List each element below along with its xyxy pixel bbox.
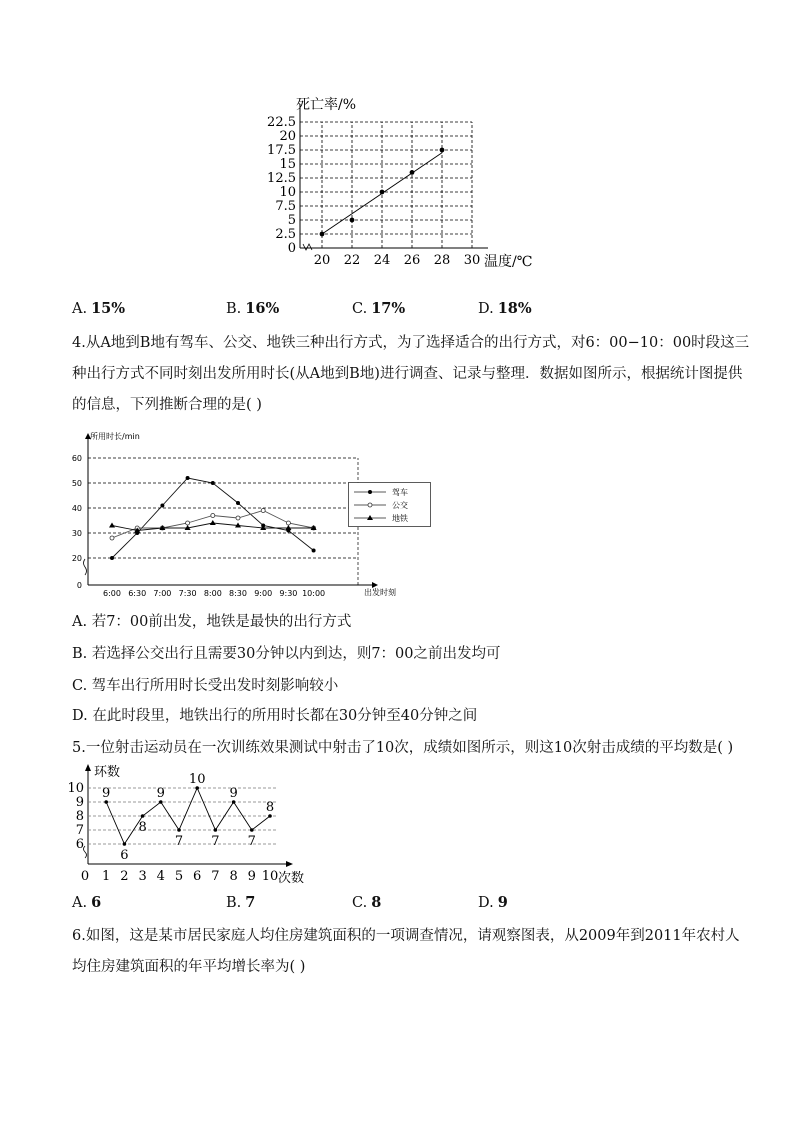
q4-stem-line2: 种出行方式不同时刻出发所用时长(从A地到B地)进行调查、记录与整理．数据如图所示，根据统计图提供: [72, 366, 743, 382]
option-value: 17%: [371, 300, 406, 317]
option-value: 15%: [91, 300, 126, 317]
y-tick-label: 20: [279, 129, 296, 144]
q4-option-c[interactable]: C. 驾车出行所用时长受出发时刻影响较小: [72, 678, 339, 694]
series-point: [312, 549, 316, 553]
x-tick-label: 8: [229, 869, 238, 884]
chart-shooting-scores: [60, 760, 320, 886]
series-point: [211, 514, 215, 518]
chart1-xlabel: 温度/℃: [484, 254, 533, 270]
y-tick-label: 15: [279, 157, 296, 172]
x-axis-arrow: [286, 861, 293, 867]
q4-option-d[interactable]: D. 在此时段里，地铁出行的所用时长都在30分钟至40分钟之间: [72, 708, 478, 724]
x-tick-label: 5: [174, 869, 184, 884]
y-tick-label: 22.5: [267, 115, 296, 130]
y-tick-label: 7.5: [275, 199, 296, 214]
q5-option-d[interactable]: [478, 894, 508, 911]
x-tick-label: 28: [433, 253, 451, 268]
series-point: [109, 523, 115, 528]
series-point: [210, 520, 216, 525]
data-point: [350, 218, 355, 223]
x-tick-label: 6:00: [103, 589, 121, 598]
q3-option-d[interactable]: [478, 300, 532, 317]
chart3-ylabel: 环数: [94, 765, 121, 780]
option-letter: B.: [226, 301, 242, 317]
x-tick-label: 2: [120, 869, 129, 884]
y-tick-label: 10: [279, 185, 296, 200]
x-tick-label: 7:30: [178, 589, 197, 598]
option-value: 16%: [245, 300, 280, 317]
series-point: [186, 476, 190, 480]
q5-option-c[interactable]: [352, 894, 381, 911]
option-letter: A.: [72, 301, 88, 317]
series-point: [110, 536, 114, 540]
score-point: [214, 828, 218, 832]
q4-stem-line1: 4.从A地到B地有驾车、公交、地铁三种出行方式，为了选择适合的出行方式，对6：00−10：00时段这三: [72, 335, 750, 351]
y-tick-label: 60: [71, 454, 82, 463]
y-tick-label: 12.5: [267, 171, 296, 186]
legend-label: 驾车: [392, 488, 408, 497]
score-data-label: 9: [102, 786, 111, 801]
q5-option-a[interactable]: [72, 894, 101, 911]
option-letter: C.: [352, 895, 368, 911]
chart-death-rate: [250, 90, 550, 280]
legend-label: 地铁: [392, 514, 408, 523]
series-point: [286, 521, 290, 525]
x-tick-label: 9:00: [254, 589, 273, 598]
legend-marker: [368, 490, 372, 494]
y-tick-label: 17.5: [267, 143, 296, 158]
chart2-ylabel: 所用时长/min: [90, 432, 140, 441]
score-data-label: 9: [156, 786, 165, 801]
series-point: [110, 556, 114, 560]
x-tick-label: 6: [193, 869, 202, 884]
q6-stem-line1: 6.如图，这是某市居民家庭人均住房建筑面积的一项调查情况，请观察图表，从2009年到2011年农村人: [72, 928, 740, 944]
series-point: [160, 504, 164, 508]
option-value: 6: [91, 894, 102, 911]
x-tick-label: 10: [261, 869, 279, 884]
score-data-label: 8: [265, 800, 275, 815]
data-point: [410, 170, 415, 175]
series-point: [285, 525, 291, 530]
x-tick-label: 20: [313, 253, 331, 268]
x-tick-label: 1: [102, 869, 111, 884]
score-data-label: 10: [188, 772, 206, 787]
axis-break-mark: [84, 559, 87, 575]
data-point: [440, 148, 445, 153]
x-tick-label: 7: [211, 869, 220, 884]
option-letter: D.: [478, 895, 494, 911]
series-line-1: [112, 478, 314, 558]
axis-break-mark: [303, 244, 312, 250]
y-tick-label: 0: [287, 241, 296, 256]
option-value: 7: [245, 894, 256, 911]
x-tick-label: 8:30: [229, 589, 247, 598]
score-data-label: 8: [138, 820, 147, 835]
x-tick-label: 8:00: [203, 589, 222, 598]
x-tick-label: 4: [156, 869, 165, 884]
x-tick-label: 7:00: [153, 589, 172, 598]
series-point: [211, 481, 215, 485]
series-point: [186, 521, 190, 525]
option-letter: A.: [72, 895, 88, 911]
chart3-xlabel: 次数: [278, 871, 305, 886]
option-value: 18%: [497, 300, 532, 317]
data-point: [380, 190, 385, 195]
x-tick-label: 22: [343, 253, 361, 268]
q4-option-a[interactable]: A. 若7：00前出发，地铁是最快的出行方式: [72, 614, 352, 630]
q4-option-b[interactable]: B. 若选择公交出行且需要30分钟以内到达，则7：00之前出发均可: [72, 646, 501, 662]
series-point: [261, 509, 265, 513]
y-tick-label: 20: [71, 554, 82, 563]
series-point: [236, 501, 240, 505]
score-point: [141, 814, 145, 818]
y-tick-label: 0: [76, 581, 82, 590]
option-value: 9: [497, 894, 508, 911]
chart2-xlabel: 出发时刻: [364, 588, 396, 597]
chart1-ylabel: 死亡率/%: [296, 97, 357, 113]
option-letter: B.: [226, 895, 242, 911]
score-data-label: 9: [229, 786, 238, 801]
data-point: [320, 232, 325, 237]
y-tick-label: 40: [71, 504, 82, 513]
y-tick-label: 50: [71, 479, 82, 488]
y-tick-label: 9: [75, 795, 84, 810]
q3-option-b[interactable]: [226, 300, 279, 317]
y-tick-label: 5: [287, 213, 296, 228]
x-tick-label: 24: [373, 253, 391, 268]
option-letter: D.: [478, 301, 494, 317]
x-tick-label: 0: [80, 869, 90, 884]
q5-stem: 5.一位射击运动员在一次训练效果测试中射击了10次，成绩如图所示，则这10次射击成绩的平均数是( ): [72, 740, 734, 756]
x-tick-label: 6:30: [128, 589, 147, 598]
legend-label: 公交: [392, 501, 408, 510]
score-data-label: 7: [247, 834, 256, 849]
x-tick-label: 3: [138, 869, 147, 884]
legend-marker: [368, 503, 372, 507]
y-tick-label: 2.5: [275, 227, 296, 242]
x-tick-label: 9: [247, 869, 256, 884]
y-tick-label: 8: [75, 809, 84, 824]
y-tick-label: 10: [67, 781, 84, 796]
x-tick-label: 9:30: [279, 589, 298, 598]
score-point: [250, 828, 254, 832]
option-letter: C.: [352, 301, 368, 317]
score-point: [177, 828, 181, 832]
series-point: [236, 516, 240, 520]
q5-option-b[interactable]: [226, 894, 255, 911]
score-point: [123, 842, 127, 846]
y-axis-arrow: [85, 764, 91, 771]
x-tick-label: 10:00: [302, 589, 326, 598]
y-tick-label: 30: [71, 529, 82, 538]
option-value: 8: [371, 894, 382, 911]
q3-option-a[interactable]: [72, 300, 125, 317]
q3-option-c[interactable]: [352, 300, 405, 317]
score-data-label: 6: [120, 848, 129, 863]
y-tick-label: 7: [75, 823, 84, 838]
y-tick-label: 6: [75, 837, 84, 852]
chart2-legend: [348, 482, 432, 528]
q6-stem-line2: 均住房建筑面积的年平均增长率为( ): [72, 959, 306, 975]
score-data-label: 7: [211, 834, 220, 849]
x-tick-label: 30: [463, 253, 481, 268]
q4-stem-line3: 的信息，下列推断合理的是( ): [72, 397, 262, 413]
x-tick-label: 26: [403, 253, 421, 268]
score-data-label: 7: [174, 834, 184, 849]
